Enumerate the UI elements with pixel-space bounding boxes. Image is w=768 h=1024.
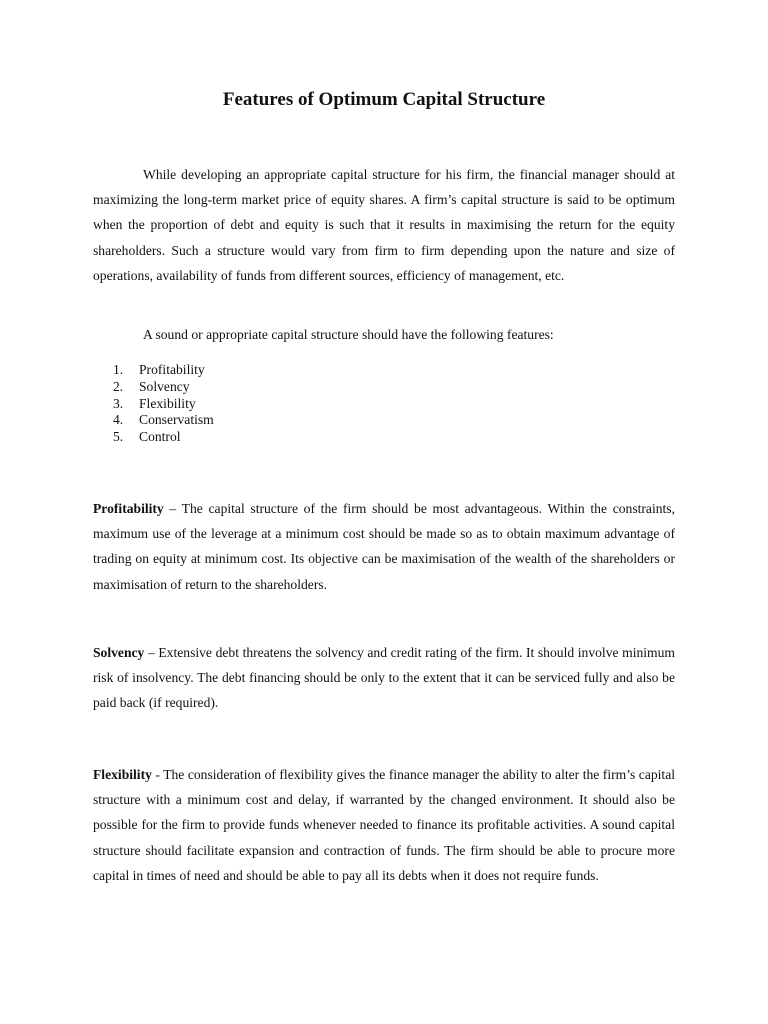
section-separator: – — [144, 645, 159, 660]
list-item — [113, 362, 214, 379]
lead-in-paragraph: A sound or appropriate capital structure should have the following features: — [143, 327, 554, 342]
section-term: Solvency — [93, 645, 145, 660]
list-item-label: Flexibility — [139, 395, 196, 411]
document-title: Features of Optimum Capital Structure — [222, 89, 546, 110]
list-item — [113, 396, 214, 413]
list-item-label: Control — [139, 429, 181, 445]
list-item — [113, 412, 214, 429]
list-item-number: 3. — [113, 395, 124, 411]
section-profitability — [93, 496, 675, 597]
section-body: Extensive debt threatens the solvency and credit rating of the firm. It should involve minimum risk of insolvency. The debt financing should be only to the extent that it can be serviced fully and also be paid back (if required). — [93, 645, 675, 711]
section-separator: – — [163, 501, 182, 516]
list-item-number: 1. — [113, 362, 124, 377]
list-item-label: Conservatism — [139, 412, 214, 428]
list-item — [113, 379, 214, 396]
intro-paragraph: While developing an appropriate capital structure for his firm, the financial manager should at maximizing the long-term market price of equity shares. A firm’s capital structure is said to be optimum when the proportion of debt and equity is such that it results in maximising the return for the equity shareholders. Such a structure would vary from firm to firm depending upon the nature and size of operations, availability of funds from different sources, efficiency of management, etc. — [93, 167, 675, 283]
feature-list — [113, 362, 214, 446]
section-body: The consideration of flexibility gives the finance manager the ability to alter the firm’s capital structure with a minimum cost and delay, if warranted by the changed environment. It should also be possible for the firm to provide funds whenever needed to finance its profitable activities. A sound capital structure should facilitate expansion and contraction of funds. The firm should be able to procure more capital in times of need and should be able to pay all its debts when it does not require funds. — [93, 767, 676, 883]
list-item — [113, 429, 214, 446]
list-item-number: 4. — [113, 412, 124, 428]
section-separator: - — [151, 767, 164, 782]
list-item-number: 5. — [113, 429, 124, 445]
section-solvency — [93, 640, 675, 716]
section-term: Flexibility — [93, 767, 152, 782]
section-flexibility — [93, 762, 675, 888]
section-term: Profitability — [93, 501, 164, 516]
list-item-label: Solvency — [139, 378, 190, 394]
list-item-number: 2. — [113, 378, 124, 394]
list-item-label: Profitability — [139, 362, 205, 377]
section-body: The capital structure of the firm should be most advantageous. Within the constraints, maximum use of the leverage at a minimum cost should be made so as to obtain maximum advantage of trading on equity at minimum cost. Its objective can be maximisation of the wealth of the shareholders or maximisation of return to the shareholders. — [93, 501, 675, 592]
